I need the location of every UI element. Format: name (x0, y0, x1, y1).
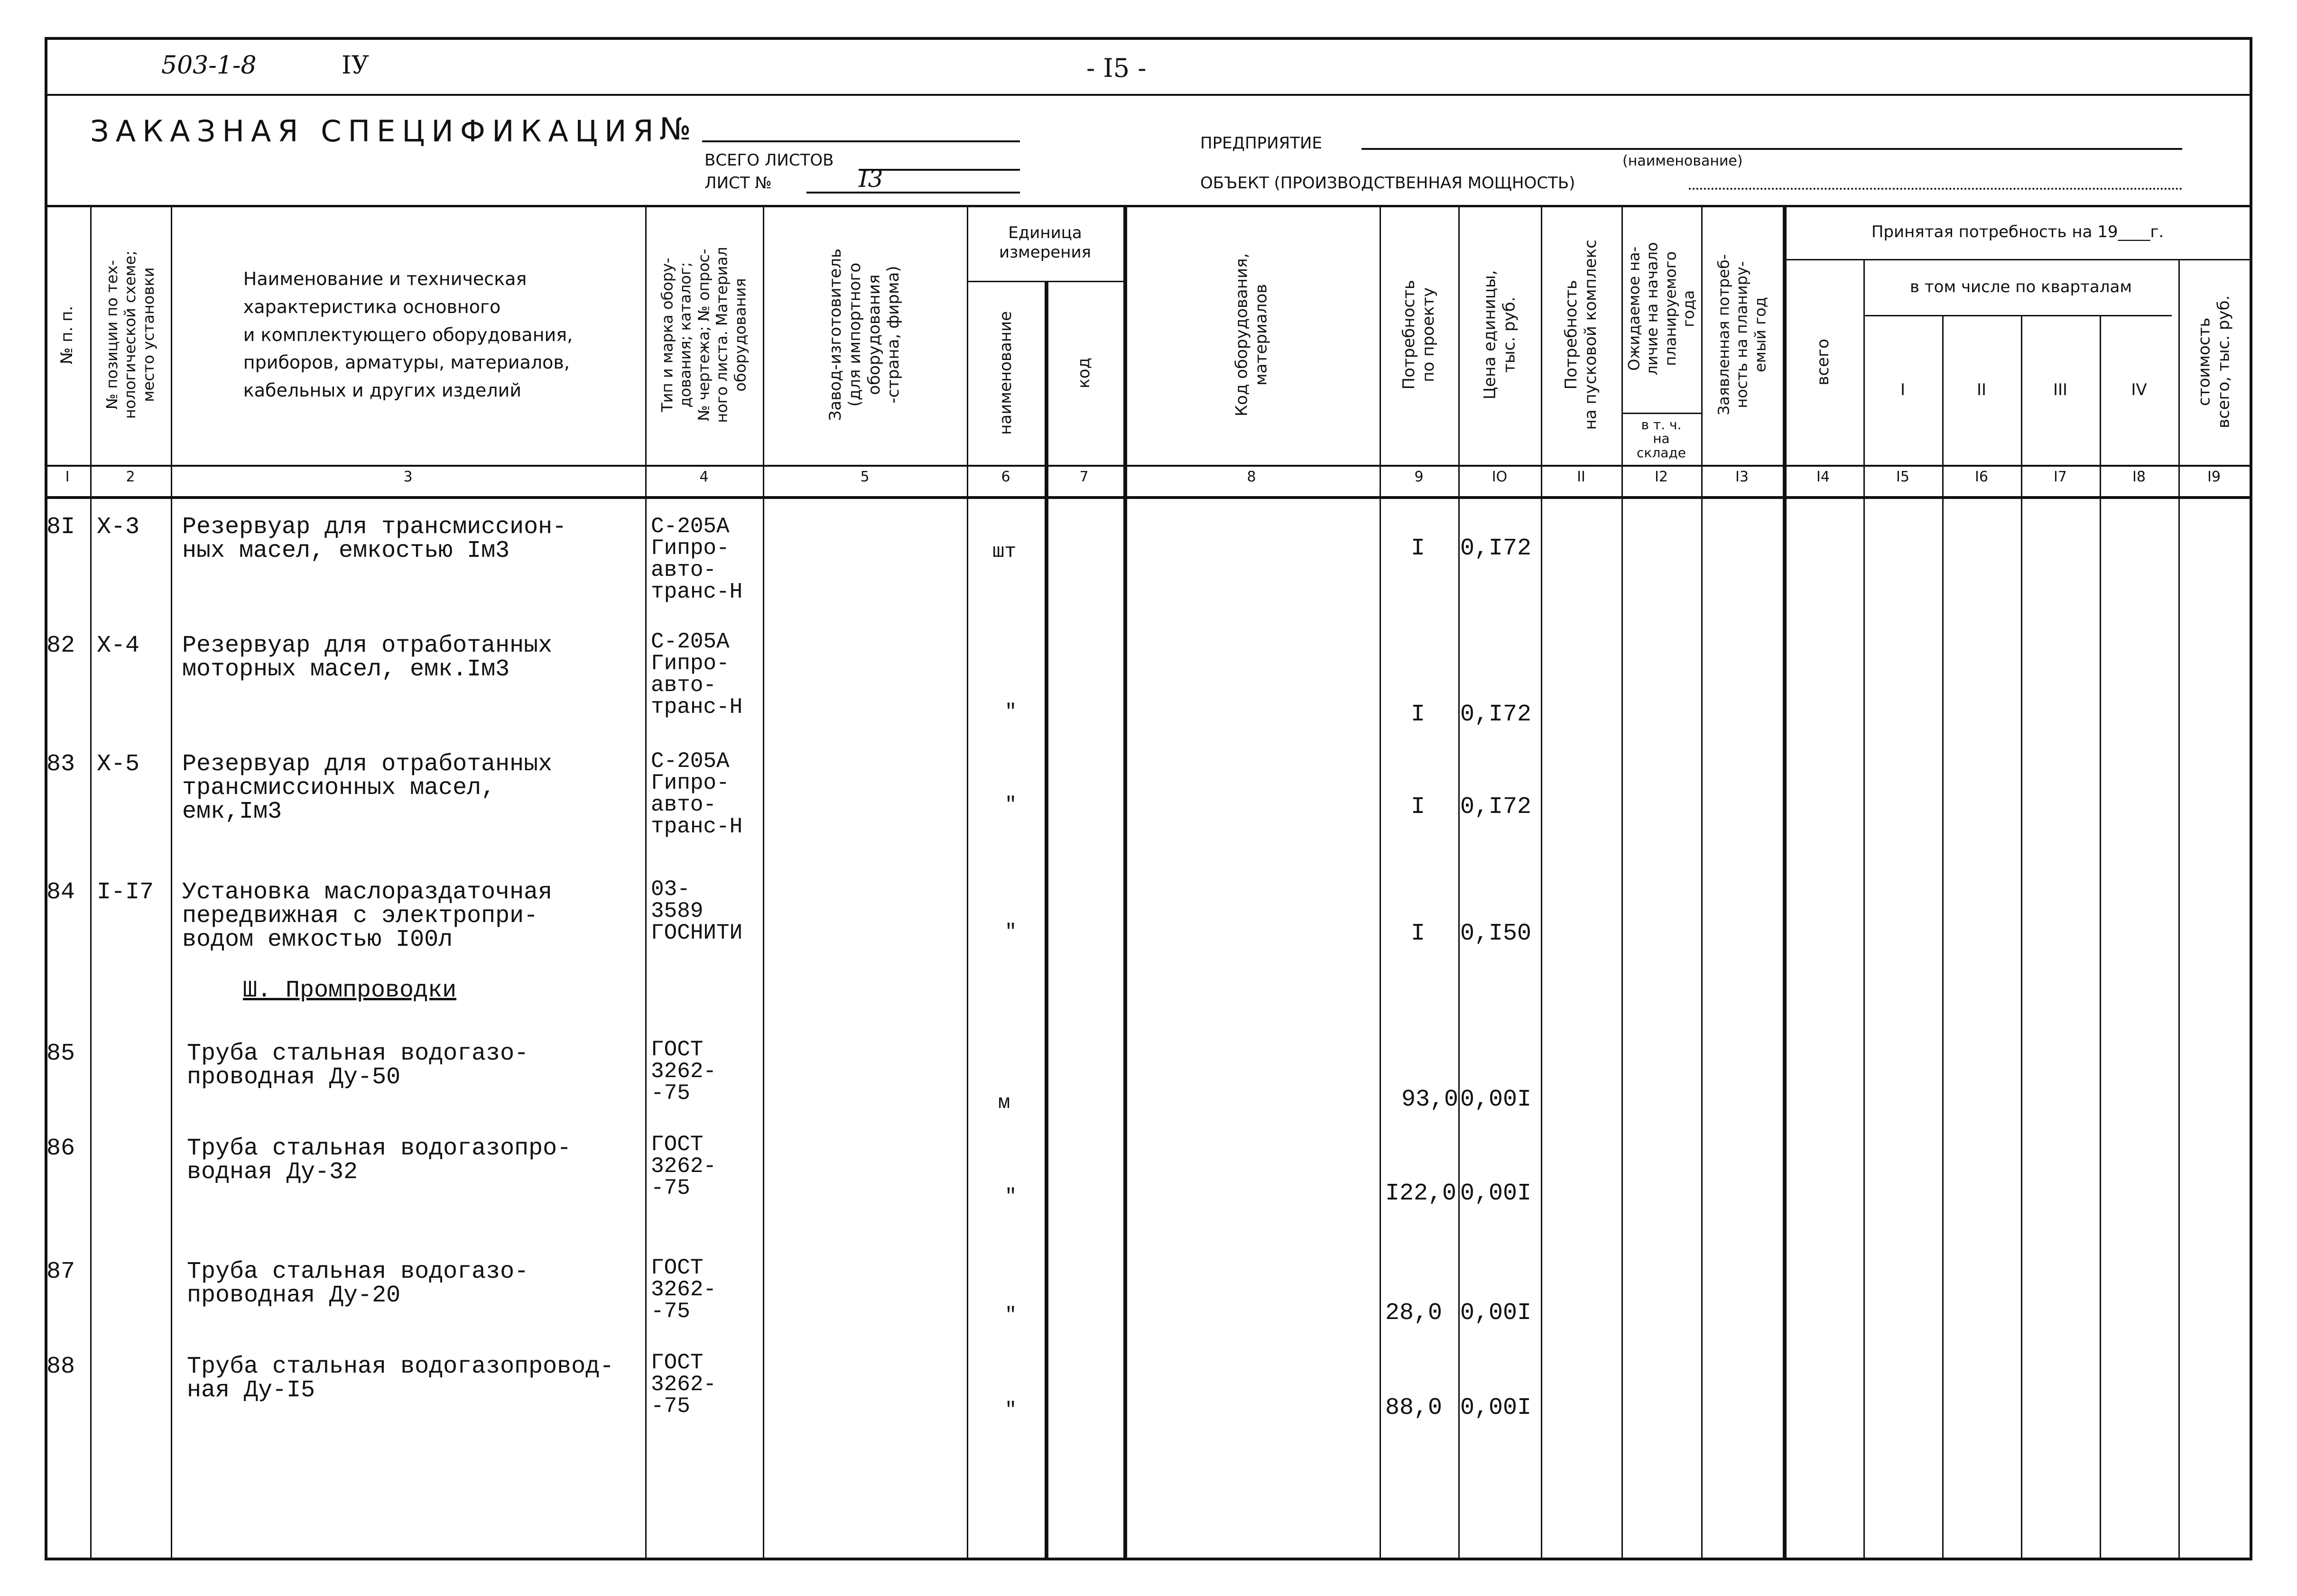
row-price: 0,I72 (1460, 793, 1532, 821)
col1-header: № п. п. (57, 305, 77, 364)
colnum: 3 (403, 469, 413, 485)
row-qty: I (1411, 793, 1426, 821)
colnum: 2 (126, 469, 135, 485)
row-unit: " (1005, 1304, 1017, 1327)
row-price: 0,00I (1460, 1086, 1532, 1113)
row-number: 85 (46, 1040, 75, 1067)
row-number: 82 (46, 632, 75, 659)
row-type: ГОСТ 3262- -75 (651, 1350, 717, 1419)
row-number: 87 (46, 1258, 75, 1285)
colnum: IO (1491, 469, 1508, 485)
row-name: Труба стальная водогазопровод- ная Ду-I5 (187, 1353, 614, 1404)
q2-header: II (1976, 380, 1987, 399)
row-price: 0,I50 (1460, 920, 1532, 947)
row-position: X-5 (97, 751, 140, 778)
row-name: Труба стальная водогазопро- водная Ду-32 (187, 1135, 572, 1186)
row-name: Труба стальная водогазо- проводная Ду-20 (187, 1258, 529, 1309)
col-line-16 (2021, 315, 2022, 1560)
row-qty: 93,0 (1401, 1086, 1459, 1113)
row-name: Установка маслораздаточная передвижная с электропри- водом емкостью I00л (182, 879, 553, 953)
col12-header: Ожидаемое на- личие на начало планируемого года (1625, 242, 1698, 376)
row-unit: " (1005, 921, 1017, 943)
col4-header: Тип и марка обору- дования; каталог; № чертежа; № опрос- ного листа. Материал оборудования (658, 247, 750, 423)
row-type: С-205А Гипро- авто- транс-Н (651, 749, 743, 839)
row-number: 88 (46, 1353, 75, 1380)
colnum: 9 (1414, 469, 1424, 485)
col11-header: Потребность на пусковой комплекс (1562, 240, 1600, 430)
q4-header: IV (2131, 380, 2147, 399)
row-unit: " (1005, 701, 1017, 723)
col-line-15 (1942, 315, 1944, 1560)
row-price: 0,00I (1460, 1300, 1532, 1327)
row-position: X-3 (97, 514, 140, 541)
spec-number-label: № (659, 112, 691, 147)
row-type: 03- 3589 ГОСНИТИ (651, 877, 743, 945)
sheet-value: I3 (859, 165, 883, 193)
row-qty: 88,0 (1385, 1394, 1443, 1421)
row-price: 0,00I (1460, 1180, 1532, 1207)
row-number: 84 (46, 879, 75, 906)
col19-header: стоимость всего, тыс. руб. (2195, 295, 2233, 429)
row-qty: I (1411, 701, 1426, 728)
doc-volume: IУ (342, 51, 370, 80)
row-position: X-4 (97, 632, 140, 659)
row-unit: " (1005, 793, 1017, 816)
row-name: Резервуар для трансмиссион- ных масел, емкостью Iм3 (182, 514, 567, 564)
col5-header: Завод-изготовитель (для импортного оборудования -страна, фирма) (826, 249, 903, 421)
q3-header: III (2053, 380, 2068, 399)
row-price: 0,00I (1460, 1394, 1532, 1421)
row-price: 0,I72 (1460, 535, 1532, 562)
specification-table (45, 205, 2252, 1560)
col12b-header: в т. ч. на складе (1637, 416, 1686, 461)
col-line-17 (2100, 315, 2101, 1560)
object-label: ОБЪЕКТ (ПРОИЗВОДСТВЕННАЯ МОЩНОСТЬ) (1200, 174, 1575, 193)
colnum-top-line (45, 465, 2252, 467)
unit-group-header: Единица измерения (999, 223, 1092, 262)
colnum: I5 (1896, 469, 1909, 485)
col13-header: Заявленная потреб- ность на планиру- емый год (1714, 254, 1769, 415)
page-number: - I5 - (1086, 53, 1147, 83)
col7-header: код (1074, 357, 1093, 388)
row-price: 0,I72 (1460, 701, 1532, 728)
naming-caption: (наименование) (1622, 153, 1743, 169)
row-type: ГОСТ 3262- -75 (651, 1037, 717, 1106)
row-unit: " (1005, 1399, 1017, 1421)
row-qty: 28,0 (1385, 1300, 1443, 1327)
section-heading: Ш. Промпроводки (243, 977, 457, 1004)
row-number: 86 (46, 1135, 75, 1162)
col3-header: Наименование и техническая характеристика основного и комплектующего оборудования, приборов, арматуры, материалов, кабельных и других изделий (243, 268, 573, 401)
row-name: Резервуар для отработанных трансмиссионных масел, емк,Iм3 (182, 751, 553, 825)
colnum: I7 (2054, 469, 2067, 485)
col9-header: Потребность по проекту (1399, 280, 1438, 390)
object-field[interactable] (1689, 188, 2182, 190)
document-title: ЗАКАЗНАЯ СПЕЦИФИКАЦИЯ (90, 114, 660, 148)
row-type: ГОСТ 3262- -75 (651, 1255, 717, 1324)
colnum: 5 (860, 469, 870, 485)
colnum: 4 (699, 469, 709, 485)
row-qty: I (1411, 920, 1426, 947)
colnum: I4 (1816, 469, 1830, 485)
row-number: 83 (46, 751, 75, 778)
colnum-bottom-line (45, 496, 2252, 499)
colnum: I9 (2207, 469, 2221, 485)
row-type: ГОСТ 3262- -75 (651, 1132, 717, 1200)
row-type: С-205А Гипро- авто- транс-Н (651, 514, 743, 604)
colnum: II (1577, 469, 1585, 485)
colnum: I8 (2132, 469, 2146, 485)
sheet-field[interactable] (806, 192, 1020, 194)
colnum: I3 (1735, 469, 1749, 485)
title-strip-bottom-line (45, 94, 2252, 96)
spec-number-field[interactable] (702, 140, 1020, 142)
colnum: I2 (1655, 469, 1668, 485)
row-number: 8I (46, 514, 75, 541)
colnum: I (65, 469, 70, 485)
colnum: 7 (1079, 469, 1089, 485)
colnum: I6 (1975, 469, 1988, 485)
colnum: 6 (1001, 469, 1010, 485)
col10-header: Цена единицы, тыс. руб. (1480, 270, 1519, 400)
enterprise-label: ПРЕДПРИЯТИЕ (1200, 134, 1322, 153)
row-type: С-205А Гипро- авто- транс-Н (651, 629, 743, 720)
row-unit: м (998, 1091, 1010, 1114)
row-qty: I (1411, 535, 1426, 562)
colnum: 8 (1247, 469, 1256, 485)
doc-code: 503-1-8 (161, 51, 257, 80)
col2-header: № позиции по тех- нологической схеме; место установки (103, 250, 158, 419)
enterprise-field[interactable] (1362, 148, 2182, 150)
col14-header: всего (1813, 338, 1833, 386)
accepted-group-header: Принятая потребность на 19____г. (1871, 222, 2164, 241)
row-name: Труба стальная водогазо- проводная Ду-50 (187, 1040, 529, 1091)
row-name: Резервуар для отработанных моторных масел, емк.Iм3 (182, 632, 553, 683)
row-position: I-I7 (97, 879, 154, 906)
q1-header: I (1900, 380, 1906, 399)
col6-header: наименование (996, 311, 1015, 435)
sheet-label: ЛИСТ № (704, 174, 772, 193)
total-sheets-label: ВСЕГО ЛИСТОВ (704, 151, 834, 170)
quarters-group-header: в том числе по кварталам (1910, 277, 2132, 296)
row-qty: I22,0 (1385, 1180, 1457, 1207)
row-unit: шт (992, 540, 1017, 563)
row-unit: " (1005, 1185, 1017, 1208)
col8-header: Код оборудования, материалов (1232, 253, 1270, 417)
